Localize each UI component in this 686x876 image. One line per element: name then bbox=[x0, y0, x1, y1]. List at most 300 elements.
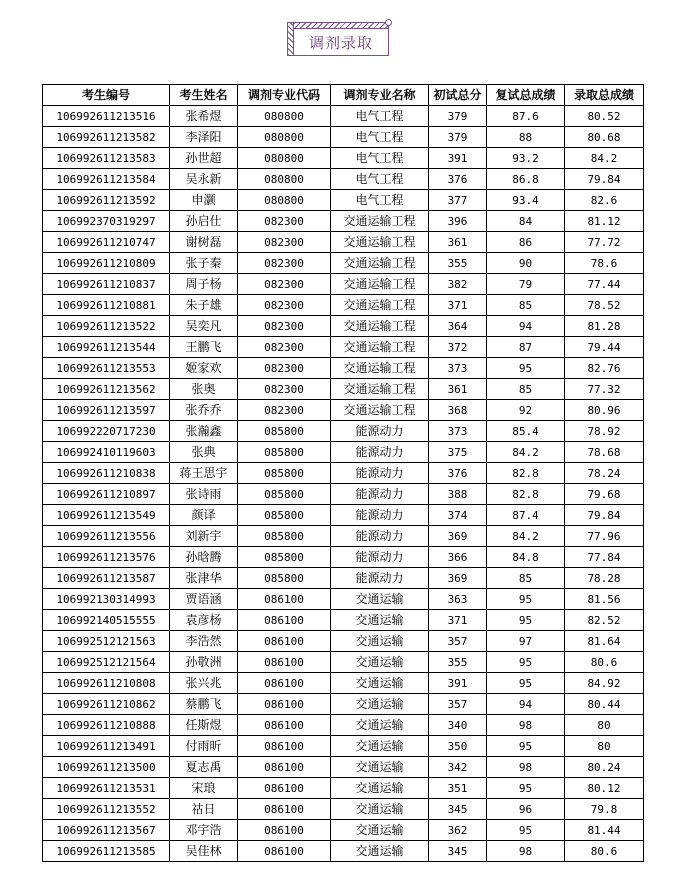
cell-major-code: 082300 bbox=[238, 400, 331, 421]
cell-exam-id: 106992512121563 bbox=[43, 631, 170, 652]
cell-name: 任斯煜 bbox=[170, 715, 238, 736]
cell-initial-score: 372 bbox=[429, 337, 487, 358]
cell-final-score: 82.6 bbox=[565, 190, 644, 211]
table-row bbox=[43, 799, 644, 820]
cell-major-code: 086100 bbox=[238, 757, 331, 778]
cell-major-name: 交通运输工程 bbox=[331, 253, 429, 274]
table-row bbox=[43, 400, 644, 421]
cell-name: 蔡鹏飞 bbox=[170, 694, 238, 715]
cell-final-score: 84.92 bbox=[565, 673, 644, 694]
cell-major-code: 085800 bbox=[238, 505, 331, 526]
cell-initial-score: 379 bbox=[429, 127, 487, 148]
table-row bbox=[43, 337, 644, 358]
cell-final-score: 82.52 bbox=[565, 610, 644, 631]
cell-retest-score: 95 bbox=[487, 778, 565, 799]
cell-exam-id: 106992611210897 bbox=[43, 484, 170, 505]
cell-major-code: 080800 bbox=[238, 190, 331, 211]
cell-retest-score: 95 bbox=[487, 589, 565, 610]
cell-major-code: 082300 bbox=[238, 358, 331, 379]
cell-retest-score: 87.6 bbox=[487, 106, 565, 127]
cell-exam-id: 106992611213562 bbox=[43, 379, 170, 400]
table-header-row bbox=[43, 85, 644, 106]
table-row bbox=[43, 253, 644, 274]
cell-exam-id: 106992611213585 bbox=[43, 841, 170, 862]
cell-retest-score: 98 bbox=[487, 715, 565, 736]
cell-exam-id: 106992611213556 bbox=[43, 526, 170, 547]
cell-major-name: 交通运输 bbox=[331, 610, 429, 631]
cell-initial-score: 382 bbox=[429, 274, 487, 295]
cell-name: 张奥 bbox=[170, 379, 238, 400]
cell-final-score: 80.24 bbox=[565, 757, 644, 778]
cell-major-code: 082300 bbox=[238, 253, 331, 274]
cell-final-score: 79.84 bbox=[565, 169, 644, 190]
table-row bbox=[43, 673, 644, 694]
cell-exam-id: 106992611213583 bbox=[43, 148, 170, 169]
cell-name: 张希煜 bbox=[170, 106, 238, 127]
cell-final-score: 77.72 bbox=[565, 232, 644, 253]
cell-final-score: 77.84 bbox=[565, 547, 644, 568]
cell-major-name: 能源动力 bbox=[331, 442, 429, 463]
cell-exam-id: 106992611210838 bbox=[43, 463, 170, 484]
cell-major-code: 086100 bbox=[238, 610, 331, 631]
cell-major-code: 086100 bbox=[238, 589, 331, 610]
cell-initial-score: 371 bbox=[429, 295, 487, 316]
cell-exam-id: 106992611213491 bbox=[43, 736, 170, 757]
cell-exam-id: 106992410119603 bbox=[43, 442, 170, 463]
cell-major-name: 交通运输 bbox=[331, 673, 429, 694]
cell-major-code: 082300 bbox=[238, 316, 331, 337]
cell-final-score: 79.68 bbox=[565, 484, 644, 505]
cell-major-code: 080800 bbox=[238, 127, 331, 148]
cell-exam-id: 106992611210888 bbox=[43, 715, 170, 736]
cell-initial-score: 366 bbox=[429, 547, 487, 568]
cell-name: 李泽阳 bbox=[170, 127, 238, 148]
cell-name: 刘新宇 bbox=[170, 526, 238, 547]
cell-major-name: 能源动力 bbox=[331, 421, 429, 442]
cell-final-score: 81.12 bbox=[565, 211, 644, 232]
cell-major-code: 082300 bbox=[238, 295, 331, 316]
table-row bbox=[43, 232, 644, 253]
cell-initial-score: 363 bbox=[429, 589, 487, 610]
cell-exam-id: 106992611213592 bbox=[43, 190, 170, 211]
cell-retest-score: 94 bbox=[487, 694, 565, 715]
cell-major-name: 能源动力 bbox=[331, 505, 429, 526]
cell-name: 王鹏飞 bbox=[170, 337, 238, 358]
cell-final-score: 78.52 bbox=[565, 295, 644, 316]
table-row bbox=[43, 190, 644, 211]
cell-major-name: 交通运输工程 bbox=[331, 358, 429, 379]
cell-major-code: 086100 bbox=[238, 631, 331, 652]
cell-exam-id: 106992611213549 bbox=[43, 505, 170, 526]
cell-major-name: 能源动力 bbox=[331, 568, 429, 589]
table-row bbox=[43, 442, 644, 463]
cell-final-score: 77.44 bbox=[565, 274, 644, 295]
cell-major-name: 能源动力 bbox=[331, 547, 429, 568]
header-cell-major-code: 调剂专业代码 bbox=[238, 85, 331, 106]
cell-final-score: 78.92 bbox=[565, 421, 644, 442]
cell-retest-score: 98 bbox=[487, 841, 565, 862]
cell-retest-score: 93.4 bbox=[487, 190, 565, 211]
cell-exam-id: 106992611213552 bbox=[43, 799, 170, 820]
cell-major-name: 交通运输工程 bbox=[331, 211, 429, 232]
cell-exam-id: 106992611210837 bbox=[43, 274, 170, 295]
cell-initial-score: 355 bbox=[429, 652, 487, 673]
table-row bbox=[43, 169, 644, 190]
cell-name: 张瀚鑫 bbox=[170, 421, 238, 442]
cell-name: 颜译 bbox=[170, 505, 238, 526]
cell-exam-id: 106992611213567 bbox=[43, 820, 170, 841]
cell-retest-score: 87 bbox=[487, 337, 565, 358]
cell-exam-id: 106992611213584 bbox=[43, 169, 170, 190]
cell-major-name: 交通运输工程 bbox=[331, 337, 429, 358]
cell-major-name: 交通运输工程 bbox=[331, 379, 429, 400]
table-row bbox=[43, 694, 644, 715]
cell-final-score: 79.44 bbox=[565, 337, 644, 358]
header-cell-name: 考生姓名 bbox=[170, 85, 238, 106]
table-row bbox=[43, 484, 644, 505]
cell-final-score: 80 bbox=[565, 715, 644, 736]
cell-major-code: 082300 bbox=[238, 274, 331, 295]
cell-major-code: 086100 bbox=[238, 736, 331, 757]
cell-major-name: 交通运输 bbox=[331, 841, 429, 862]
table-row bbox=[43, 421, 644, 442]
cell-name: 孙启仕 bbox=[170, 211, 238, 232]
cell-retest-score: 95 bbox=[487, 673, 565, 694]
cell-name: 吴奕凡 bbox=[170, 316, 238, 337]
cell-final-score: 80 bbox=[565, 736, 644, 757]
cell-name: 袁彦杨 bbox=[170, 610, 238, 631]
cell-exam-id: 106992611213500 bbox=[43, 757, 170, 778]
table-row bbox=[43, 547, 644, 568]
cell-major-name: 交通运输工程 bbox=[331, 316, 429, 337]
cell-final-score: 78.28 bbox=[565, 568, 644, 589]
cell-initial-score: 345 bbox=[429, 799, 487, 820]
cell-major-code: 080800 bbox=[238, 148, 331, 169]
cell-major-name: 交通运输 bbox=[331, 589, 429, 610]
cell-major-code: 086100 bbox=[238, 694, 331, 715]
cell-final-score: 81.56 bbox=[565, 589, 644, 610]
cell-retest-score: 84.8 bbox=[487, 547, 565, 568]
table-row bbox=[43, 379, 644, 400]
cell-name: 蒋王思宇 bbox=[170, 463, 238, 484]
cell-major-name: 交通运输 bbox=[331, 694, 429, 715]
cell-final-score: 80.12 bbox=[565, 778, 644, 799]
cell-initial-score: 362 bbox=[429, 820, 487, 841]
cell-initial-score: 374 bbox=[429, 505, 487, 526]
cell-major-code: 086100 bbox=[238, 820, 331, 841]
cell-final-score: 77.32 bbox=[565, 379, 644, 400]
cell-retest-score: 86.8 bbox=[487, 169, 565, 190]
cell-retest-score: 95 bbox=[487, 610, 565, 631]
cell-retest-score: 79 bbox=[487, 274, 565, 295]
cell-initial-score: 379 bbox=[429, 106, 487, 127]
cell-retest-score: 84.2 bbox=[487, 442, 565, 463]
cell-initial-score: 376 bbox=[429, 463, 487, 484]
cell-initial-score: 357 bbox=[429, 631, 487, 652]
cell-major-code: 080800 bbox=[238, 106, 331, 127]
cell-major-code: 080800 bbox=[238, 169, 331, 190]
cell-major-code: 085800 bbox=[238, 442, 331, 463]
cell-initial-score: 345 bbox=[429, 841, 487, 862]
cell-retest-score: 85.4 bbox=[487, 421, 565, 442]
table-row bbox=[43, 505, 644, 526]
cell-initial-score: 388 bbox=[429, 484, 487, 505]
cell-name: 孙晗腾 bbox=[170, 547, 238, 568]
cell-initial-score: 350 bbox=[429, 736, 487, 757]
title-box-top-hatch bbox=[288, 23, 388, 29]
table-row bbox=[43, 148, 644, 169]
cell-exam-id: 106992611210881 bbox=[43, 295, 170, 316]
table-row bbox=[43, 211, 644, 232]
cell-major-name: 交通运输 bbox=[331, 736, 429, 757]
cell-initial-score: 391 bbox=[429, 148, 487, 169]
cell-initial-score: 357 bbox=[429, 694, 487, 715]
cell-exam-id: 106992611213553 bbox=[43, 358, 170, 379]
cell-major-name: 交通运输 bbox=[331, 631, 429, 652]
cell-major-name: 能源动力 bbox=[331, 484, 429, 505]
table-row bbox=[43, 274, 644, 295]
cell-name: 张子秦 bbox=[170, 253, 238, 274]
cell-final-score: 81.28 bbox=[565, 316, 644, 337]
cell-major-code: 086100 bbox=[238, 799, 331, 820]
cell-final-score: 80.6 bbox=[565, 841, 644, 862]
cell-initial-score: 371 bbox=[429, 610, 487, 631]
cell-exam-id: 106992220717230 bbox=[43, 421, 170, 442]
table-row bbox=[43, 127, 644, 148]
table-row bbox=[43, 463, 644, 484]
cell-name: 姬家欢 bbox=[170, 358, 238, 379]
cell-initial-score: 342 bbox=[429, 757, 487, 778]
cell-major-code: 086100 bbox=[238, 841, 331, 862]
header-cell-major-name: 调剂专业名称 bbox=[331, 85, 429, 106]
cell-major-code: 086100 bbox=[238, 652, 331, 673]
cell-final-score: 81.64 bbox=[565, 631, 644, 652]
cell-exam-id: 106992611213582 bbox=[43, 127, 170, 148]
cell-name: 孙世超 bbox=[170, 148, 238, 169]
cell-major-code: 082300 bbox=[238, 337, 331, 358]
cell-major-code: 082300 bbox=[238, 379, 331, 400]
cell-retest-score: 92 bbox=[487, 400, 565, 421]
cell-major-code: 082300 bbox=[238, 232, 331, 253]
table-row bbox=[43, 589, 644, 610]
header-cell-initial-score: 初试总分 bbox=[429, 85, 487, 106]
cell-initial-score: 361 bbox=[429, 232, 487, 253]
cell-initial-score: 369 bbox=[429, 526, 487, 547]
cell-major-name: 交通运输 bbox=[331, 715, 429, 736]
cell-exam-id: 106992611213587 bbox=[43, 568, 170, 589]
cell-major-code: 085800 bbox=[238, 547, 331, 568]
cell-major-code: 085800 bbox=[238, 463, 331, 484]
cell-major-code: 085800 bbox=[238, 568, 331, 589]
cell-retest-score: 95 bbox=[487, 358, 565, 379]
table-row bbox=[43, 820, 644, 841]
cell-major-name: 能源动力 bbox=[331, 463, 429, 484]
cell-name: 张津华 bbox=[170, 568, 238, 589]
cell-exam-id: 106992611213544 bbox=[43, 337, 170, 358]
cell-major-name: 交通运输 bbox=[331, 820, 429, 841]
cell-final-score: 84.2 bbox=[565, 148, 644, 169]
cell-major-code: 085800 bbox=[238, 484, 331, 505]
cell-name: 张诗雨 bbox=[170, 484, 238, 505]
cell-retest-score: 97 bbox=[487, 631, 565, 652]
cell-retest-score: 85 bbox=[487, 568, 565, 589]
cell-initial-score: 355 bbox=[429, 253, 487, 274]
table-row bbox=[43, 568, 644, 589]
cell-initial-score: 376 bbox=[429, 169, 487, 190]
table-row bbox=[43, 610, 644, 631]
cell-name: 张乔乔 bbox=[170, 400, 238, 421]
cell-major-name: 交通运输 bbox=[331, 778, 429, 799]
cell-major-code: 085800 bbox=[238, 421, 331, 442]
header-cell-retest-score: 复试总成绩 bbox=[487, 85, 565, 106]
cell-major-name: 能源动力 bbox=[331, 526, 429, 547]
cell-retest-score: 87.4 bbox=[487, 505, 565, 526]
table-row bbox=[43, 757, 644, 778]
cell-final-score: 80.52 bbox=[565, 106, 644, 127]
cell-major-name: 电气工程 bbox=[331, 190, 429, 211]
table-row bbox=[43, 358, 644, 379]
cell-final-score: 80.44 bbox=[565, 694, 644, 715]
cell-retest-score: 85 bbox=[487, 379, 565, 400]
cell-major-name: 电气工程 bbox=[331, 148, 429, 169]
cell-exam-id: 106992611213516 bbox=[43, 106, 170, 127]
title-box-handle-icon bbox=[385, 19, 392, 26]
cell-exam-id: 106992611213522 bbox=[43, 316, 170, 337]
cell-name: 祜日 bbox=[170, 799, 238, 820]
cell-retest-score: 95 bbox=[487, 652, 565, 673]
cell-major-code: 085800 bbox=[238, 526, 331, 547]
cell-final-score: 81.44 bbox=[565, 820, 644, 841]
cell-name: 朱子雄 bbox=[170, 295, 238, 316]
cell-major-name: 交通运输工程 bbox=[331, 295, 429, 316]
table-row bbox=[43, 106, 644, 127]
cell-exam-id: 106992611210809 bbox=[43, 253, 170, 274]
cell-name: 贾语涵 bbox=[170, 589, 238, 610]
cell-major-name: 交通运输工程 bbox=[331, 274, 429, 295]
cell-retest-score: 98 bbox=[487, 757, 565, 778]
cell-exam-id: 106992611210808 bbox=[43, 673, 170, 694]
cell-initial-score: 368 bbox=[429, 400, 487, 421]
table-row bbox=[43, 526, 644, 547]
cell-initial-score: 391 bbox=[429, 673, 487, 694]
cell-exam-id: 106992140515555 bbox=[43, 610, 170, 631]
page-title-box bbox=[287, 22, 389, 56]
cell-exam-id: 106992370319297 bbox=[43, 211, 170, 232]
cell-exam-id: 106992611210747 bbox=[43, 232, 170, 253]
cell-exam-id: 106992130314993 bbox=[43, 589, 170, 610]
cell-retest-score: 90 bbox=[487, 253, 565, 274]
table-row bbox=[43, 295, 644, 316]
table-row bbox=[43, 631, 644, 652]
cell-initial-score: 373 bbox=[429, 421, 487, 442]
cell-initial-score: 361 bbox=[429, 379, 487, 400]
cell-name: 李浩然 bbox=[170, 631, 238, 652]
cell-major-name: 电气工程 bbox=[331, 169, 429, 190]
cell-final-score: 78.24 bbox=[565, 463, 644, 484]
cell-initial-score: 396 bbox=[429, 211, 487, 232]
cell-final-score: 80.6 bbox=[565, 652, 644, 673]
cell-name: 周子杨 bbox=[170, 274, 238, 295]
cell-retest-score: 85 bbox=[487, 295, 565, 316]
cell-retest-score: 93.2 bbox=[487, 148, 565, 169]
cell-name: 谢树磊 bbox=[170, 232, 238, 253]
cell-major-code: 082300 bbox=[238, 211, 331, 232]
cell-major-name: 交通运输工程 bbox=[331, 232, 429, 253]
table-row bbox=[43, 715, 644, 736]
cell-major-name: 电气工程 bbox=[331, 106, 429, 127]
cell-final-score: 77.96 bbox=[565, 526, 644, 547]
cell-final-score: 79.8 bbox=[565, 799, 644, 820]
table-row bbox=[43, 778, 644, 799]
cell-exam-id: 106992611213576 bbox=[43, 547, 170, 568]
cell-major-name: 交通运输工程 bbox=[331, 400, 429, 421]
cell-major-code: 086100 bbox=[238, 715, 331, 736]
cell-retest-score: 84 bbox=[487, 211, 565, 232]
cell-initial-score: 377 bbox=[429, 190, 487, 211]
cell-final-score: 80.68 bbox=[565, 127, 644, 148]
cell-name: 吴佳林 bbox=[170, 841, 238, 862]
table-row bbox=[43, 841, 644, 862]
cell-final-score: 82.76 bbox=[565, 358, 644, 379]
cell-name: 邓宇浩 bbox=[170, 820, 238, 841]
admission-table bbox=[42, 84, 644, 862]
cell-initial-score: 340 bbox=[429, 715, 487, 736]
cell-retest-score: 82.8 bbox=[487, 463, 565, 484]
table-row bbox=[43, 316, 644, 337]
cell-major-name: 交通运输 bbox=[331, 799, 429, 820]
page-title: 调剂录取 bbox=[308, 34, 373, 52]
cell-initial-score: 364 bbox=[429, 316, 487, 337]
cell-final-score: 78.68 bbox=[565, 442, 644, 463]
cell-major-name: 交通运输 bbox=[331, 757, 429, 778]
cell-initial-score: 375 bbox=[429, 442, 487, 463]
cell-retest-score: 86 bbox=[487, 232, 565, 253]
cell-name: 张兴兆 bbox=[170, 673, 238, 694]
cell-exam-id: 106992611213597 bbox=[43, 400, 170, 421]
cell-name: 吴永新 bbox=[170, 169, 238, 190]
cell-major-code: 086100 bbox=[238, 778, 331, 799]
cell-final-score: 80.96 bbox=[565, 400, 644, 421]
cell-name: 夏志禹 bbox=[170, 757, 238, 778]
cell-initial-score: 369 bbox=[429, 568, 487, 589]
cell-name: 宋琅 bbox=[170, 778, 238, 799]
cell-initial-score: 351 bbox=[429, 778, 487, 799]
cell-exam-id: 106992512121564 bbox=[43, 652, 170, 673]
cell-retest-score: 95 bbox=[487, 736, 565, 757]
cell-major-name: 电气工程 bbox=[331, 127, 429, 148]
cell-retest-score: 84.2 bbox=[487, 526, 565, 547]
cell-retest-score: 96 bbox=[487, 799, 565, 820]
cell-exam-id: 106992611213531 bbox=[43, 778, 170, 799]
table-row bbox=[43, 652, 644, 673]
header-cell-exam-id: 考生编号 bbox=[43, 85, 170, 106]
cell-major-name: 交通运输 bbox=[331, 652, 429, 673]
cell-name: 申灏 bbox=[170, 190, 238, 211]
cell-final-score: 78.6 bbox=[565, 253, 644, 274]
cell-retest-score: 82.8 bbox=[487, 484, 565, 505]
cell-exam-id: 106992611210862 bbox=[43, 694, 170, 715]
table-row bbox=[43, 736, 644, 757]
cell-name: 孙敬洲 bbox=[170, 652, 238, 673]
cell-name: 付雨昕 bbox=[170, 736, 238, 757]
cell-retest-score: 95 bbox=[487, 820, 565, 841]
header-cell-final-score: 录取总成绩 bbox=[565, 85, 644, 106]
table-body bbox=[43, 106, 644, 862]
cell-major-code: 086100 bbox=[238, 673, 331, 694]
cell-final-score: 79.84 bbox=[565, 505, 644, 526]
cell-initial-score: 373 bbox=[429, 358, 487, 379]
cell-retest-score: 88 bbox=[487, 127, 565, 148]
